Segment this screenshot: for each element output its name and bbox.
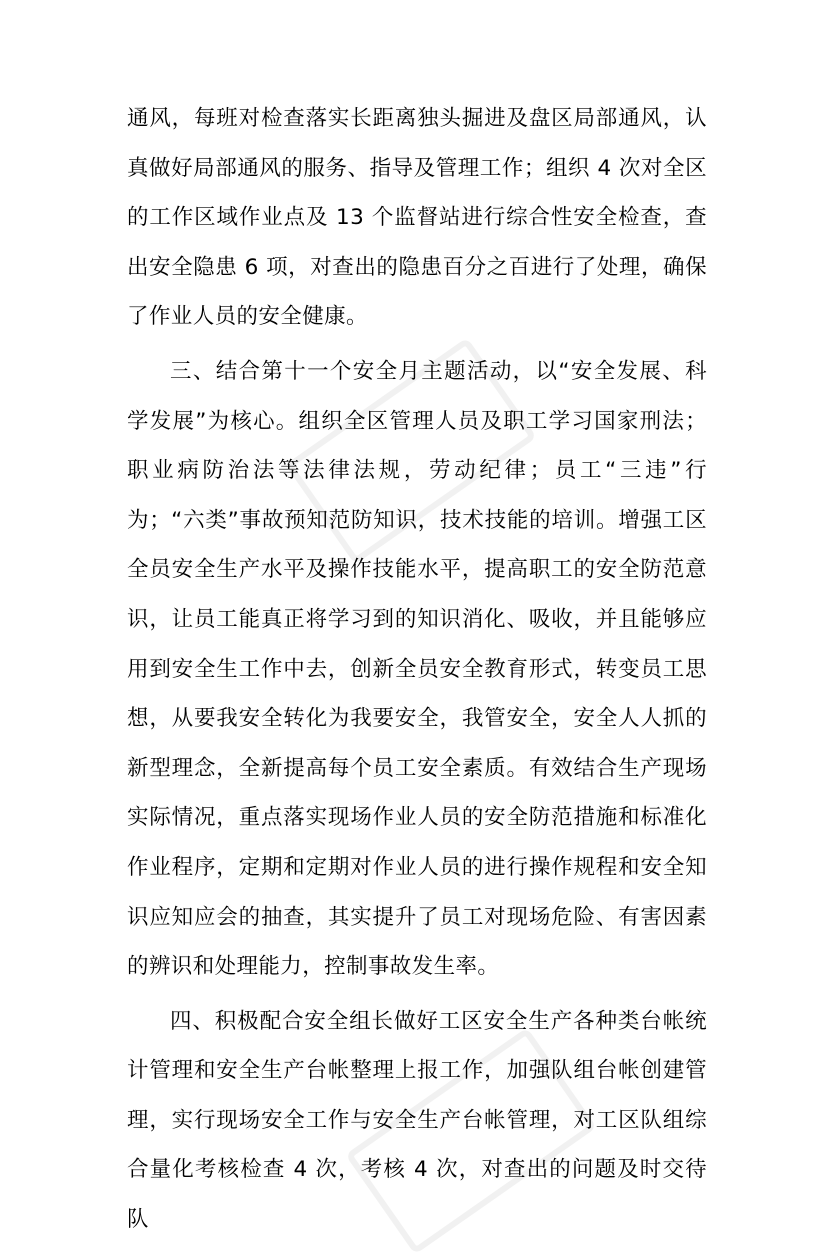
document-body [127, 94, 707, 1245]
paragraph-safety-month: 三、结合第十一个安全月主题活动，以“安全发展、科学发展”为核心。组织全区管理人员及职工学习国家刑法；职业病防治法等法律法规，劳动纪律；员工“三违”行为；“六类”事故预知范防知识，技术技能的培训。增强工区全员安全生产水平及操作技能水平，提高职工的安全防范意识，让员工能真正将学习到的知识消化、吸收，并且能够应用到安全生工作中去，创新全员安全教育形式，转变员工思想，从要我安全转化为我要安全，我管安全，安全人人抓的新型理念，全新提高每个员工安全素质。有效结合生产现场实际情况，重点落实现场作业人员的安全防范措施和标准化作业程序，定期和定期对作业人员的进行操作规程和安全知识应知应会的抽查，其实提升了员工对现场危险、有害因素的辨识和处理能力，控制事故发生率。 [127, 358, 707, 980]
paragraph-ventilation: 通风，每班对检查落实长距离独头掘进及盘区局部通风，认真做好局部通风的服务、指导及管理工作；组织 4 次对全区的工作区域作业点及 13 个监督站进行综合性安全检查，查出安全隐患 6 项，对查出的隐患百分之百进行了处理，确保了作业人员的安全健康。 [127, 106, 707, 330]
paragraph-ledger-management: 四、积极配合安全组长做好工区安全生产各种类台帐统计管理和安全生产台帐整理上报工作，加强队组台帐创建管理，实行现场安全工作与安全生产台帐管理，对工区队组综合量化考核检查 4 次，考核 4 次，对查出的问题及时交待队 [127, 1008, 707, 1233]
